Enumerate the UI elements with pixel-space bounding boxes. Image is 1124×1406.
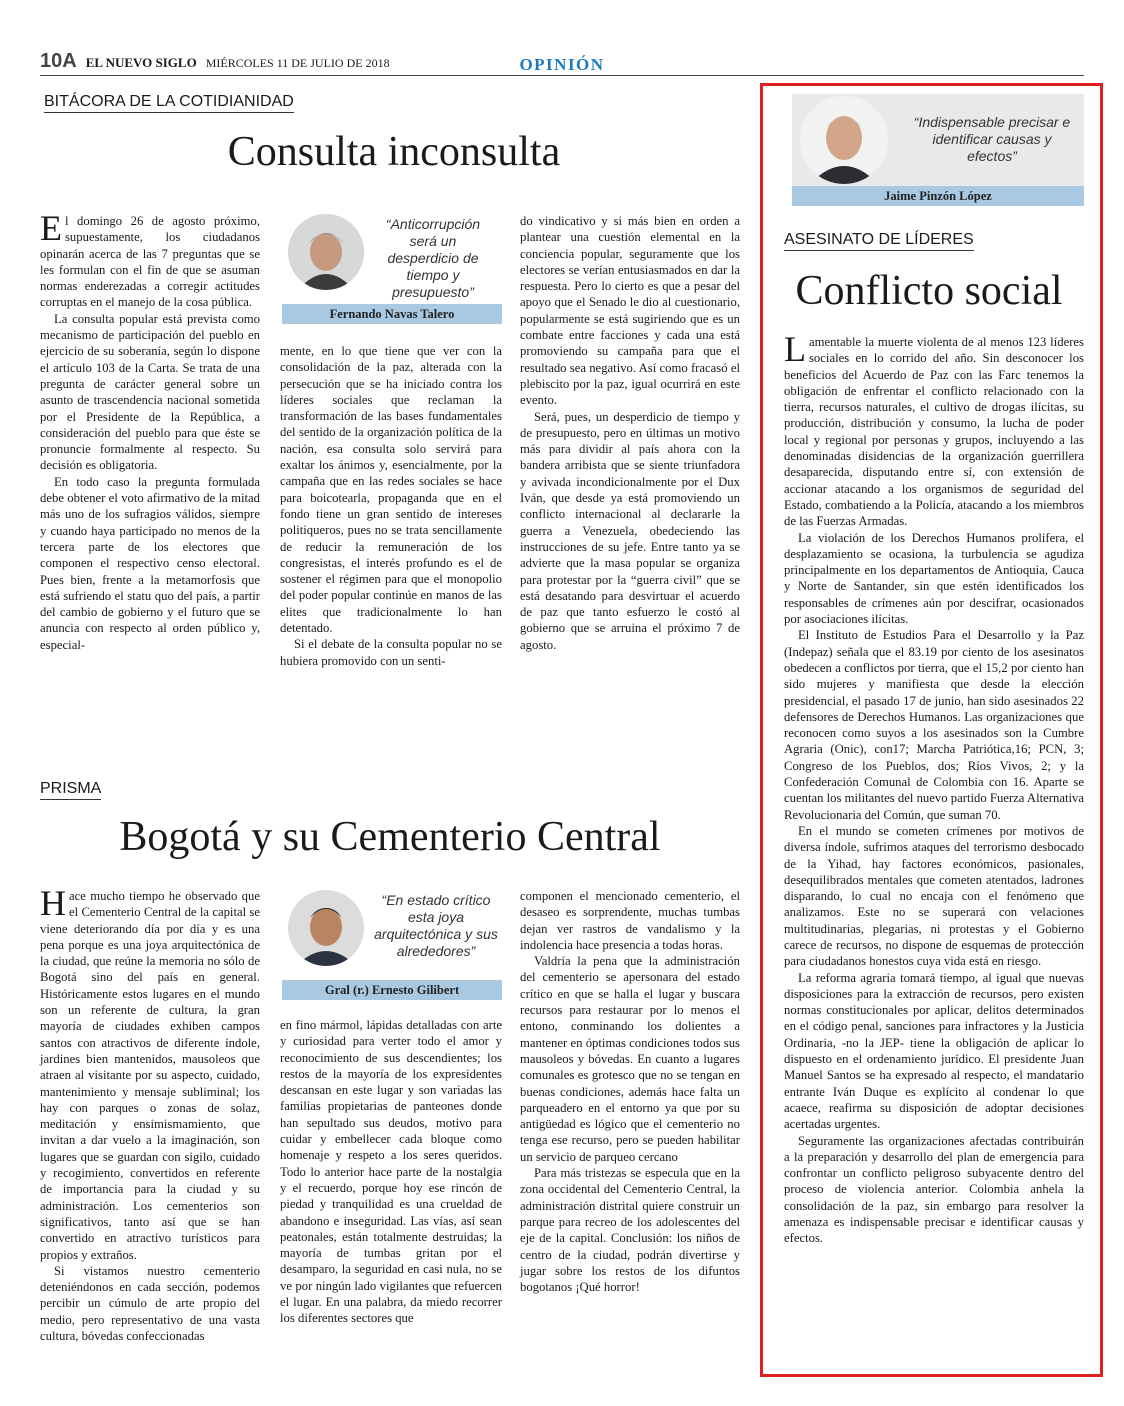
article2-kicker: PRISMA — [40, 780, 101, 800]
article2-paragraph: Para más tristezas se especula que en la zona occidental del Cementerio Central, la administración distrital quiere construir un parque para recreo de los adolescentes del eje de la capital. Conclusión: los niños de centro de la ciudad, podrán divertirse y jugar sobre los restos de los difuntos bogotanos ¡Qué horror! — [520, 1166, 740, 1295]
article2-paragraph: Si vistamos nuestro cementerio deteniéndonos en cada sección, podemos percibir un cúmulo de arte propio del medio, pero representativo de una vasta cultura, bóvedas confeccionadas — [40, 1263, 260, 1344]
author-photo-navas — [288, 214, 364, 290]
author-name-pinzon: Jaime Pinzón López — [792, 186, 1084, 206]
author-name-navas: Fernando Navas Talero — [282, 304, 502, 324]
article1-column-1 — [40, 208, 260, 653]
article1-paragraph: mente, en lo que tiene que ver con la consolidación de la paz, alterada con la persecución que se ha iniciado contra los líderes sociales que reclaman la transformación de las bases fundamentales del sentido de la organización política de la nación, esa consulta solo servirá para exaltar los ánimos y, esencialmente, por la campaña que en las redes sociales se hace para boicotearla, propaganda que en el fondo tiene un gran sentido de intereses politiqueros, pues no se trata sencillamente de reducir la remuneración de los congresistas, el interés profundo es el de sostener el régimen para que el monopolio del poder popular continúe en manos de las elites que tradicionalmente lo han detentado. — [280, 344, 502, 636]
article1-paragraph: El domingo 26 de agosto próximo, supuestamente, los ciudadanos opinarán acerca de las 7 preguntas que se les formulan con el fin de que se asuman normas enderezadas a corregir actitudes corruptas en el manejo de la cosa pública. — [40, 208, 260, 310]
pull-quote-navas: “Anticorrupción será un desperdicio de tiempo y presupuesto” — [385, 216, 481, 300]
article3-paragraph: La violación de los Derechos Humanos prolifera, el desplazamiento se ocasiona, la turbulencia se agudiza principalmente en los departamentos de Antioquia, Cauca y Norte de Santander, sin que estén identificados los responsables de crímenes aún por descifrar, ocasionados por asociaciones ilícitas. — [784, 530, 1084, 627]
article1-column-2 — [280, 343, 502, 669]
article3-body — [784, 329, 1084, 1247]
pull-quote-pinzon: “Indispensable precisar e identificar causas y efectos” — [913, 114, 1071, 164]
dropcap: H — [40, 883, 66, 923]
author-name-gilibert: Gral (r.) Ernesto Gilibert — [282, 980, 502, 1000]
article1-paragraph: Será, pues, un desperdicio de tiempo y de presupuesto, pero en últimas un motivo más para dividir al país ahora con la bandera arribista que se siente triunfadora y avivada incondicionalmente por el Dux Iván, que desde ya está promoviendo un conflicto internacional al declararle la guerra a Venezuela, obedeciendo las instrucciones de su jefe. Entre tanto ya se advierte que la masa popular se organiza para protestar por la “guerra civil” que se está desatando para desvirtuar el acuerdo de paz que tanto esfuerzo le costó al gobierno que se arruina el próximo 7 de agosto. — [520, 409, 740, 652]
article2-paragraph: Valdría la pena que la administración del cementerio se apersonara del estado crítico en que se halla el lugar y buscara recursos para restaurar por lo menos el entono, conminando los dolientes a mantener en óptimas condiciones todos sus mausoleos y bóvedas. En cuanto a lugares comunales es grotesco que no se tengan en buenas condiciones, además hace falta un parqueadero en el entorno ya que por su antigüedad es lógico que el cementerio no tenga ese recurso, pero se pueden habilitar un servicio de parqueo cercano — [520, 954, 740, 1164]
article1-kicker: BITÁCORA DE LA COTIDIANIDAD — [44, 93, 294, 113]
article2-paragraph: Hace mucho tiempo he observado que el Cementerio Central de la capital se viene deteriorando día por día y es una pena porque es una joya arquitectónica de la ciudad, que reúne la memoria no sólo de Bogotá sino del país en general. Históricamente estos lugares en el mundo son un referente de cultura, la gran mayoría de ciudades exhiben campos santos con atractivos de diferente índole, jardines bien mantenidos, mausoleos que atraen al visitante por su aspecto, cuidado, mantenimiento y mensaje subliminal; los hay con parques o zonas de solaz, meditación y ensimismamiento, que invitan a dar vuelo a la imaginación, son lugares que se guardan con sigilo, cuidado y recogimiento, convertidos en referente de importancia para la ciudad y su administración. Los cementerios son significativos, tanto así que se han convertido en atractivo turísticos para propios y extraños. — [40, 883, 260, 1262]
article1-column-3 — [520, 213, 740, 653]
article3-paragraph: Lamentable la muerte violenta de al menos 123 líderes sociales en lo corrido del año. Sin desconocer los beneficios del Acuerdo de Paz con las Farc tenemos la obligación de enfrentar el conflicto relacionado con la tierra, recursos naturales, el cultivo de drogas ilícitas, su producción, distribución y consumo, la lucha de poder local y regional por personas y grupos, incluyendo a las denominadas disidencias de la organización guerrillera desaparecida, disputando entre sí, con extensión de accionar atacando a los organismos de seguridad del Estado, combatiendo a la Policía, atacando a los miembros de las Fuerzas Armadas. — [784, 329, 1084, 529]
dropcap: E — [40, 208, 62, 248]
article2-column-2 — [280, 1017, 502, 1327]
article2-column-1 — [40, 883, 260, 1344]
article2-column-3 — [520, 888, 740, 1295]
article1-headline: Consulta inconsulta — [227, 129, 561, 175]
article3-paragraph: La reforma agraria tomará tiempo, al igual que nuevas disposiciones para la extracción de recursos, pero existen normas constitucionales por aplicar, delitos determinados en el código penal, sanciones para infractores y la Justicia Ordinaria, -no la JEP- tiene la obligación de aplicar lo dispuesto en el ordenamiento jurídico. El presidente Juan Manuel Santos se ha expresado al respecto, el mandatario entrante Iván Duque es explícito al condenar lo que acaece, reafirma su disposición de adoptar decisiones acertadas urgentes. — [784, 970, 1084, 1132]
author-photo-gilibert — [288, 890, 364, 966]
article3-headline: Conflicto social — [795, 268, 1063, 314]
dropcap: L — [784, 329, 806, 369]
article2-paragraph: componen el mencionado cementerio, el desaseo es sorprendente, muchas tumbas dejan ver rastros de vandalismo y la indolencia hace presencia a todas horas. — [520, 889, 740, 952]
article1-paragraph: En todo caso la pregunta formulada debe obtener el voto afirmativo de la mitad más uno de los sufragios válidos, siempre y cuando haya participado no menos de la tercera parte de los electores que componen el respectivo censo electoral. Pues bien, frente a la metamorfosis que está sufriendo el statu quo del país, a partir del cambio de gobierno y el futuro que se anuncia con respecto al orden público y, especial- — [40, 474, 260, 652]
header-divider — [40, 75, 1084, 76]
article3-paragraph: Seguramente las organizaciones afectadas contribuirán a la preparación y desarrollo del plan de emergencia para confrontar un conflicto peligroso subyacente dentro del proceso de violencia anterior. Colombia anhela la consolidación de la paz, sin embargo para resolver la amenaza es indispensable precisar e identificar causas y efectos. — [784, 1133, 1084, 1246]
article2-headline: Bogotá y su Cementerio Central — [119, 814, 661, 860]
article1-paragraph: La consulta popular está prevista como mecanismo de participación del pueblo en ejercicio de su soberanía, según lo dispone el artículo 103 de la Carta. Se trata de una pregunta de carácter general sobre un asunto de trascendencia nacional sometida por el Presidente de la República, a consideración del pueblo para que éste se pronuncie formalmente al respecto. Su decisión es obligatoria. — [40, 311, 260, 473]
article3-paragraph: El Instituto de Estudios Para el Desarrollo y la Paz (Indepaz) señala que el 83.19 por ciento de los asesinatos obedecen a conflictos por tierra, que el 15,2 por ciento han sido mujeres y manifiesta que desde la elección presidencial, el pasado 17 de junio, han sido asesinados 22 defensores de Derechos Humanos. Las organizaciones que reconocen como suyos a los asesinados son la Cumbre Agraria (Onic), con17; Marcha Patriótica,16; PCN, 3; Congreso de los Pueblos, dos; Ríos Vivos, 2; y la Confederación Comunal de Colombia con 16. Aparte se cuentan los militantes del nuevo partido Fuerza Alternativa Revolucionaria del Común, que suman 70. — [784, 628, 1084, 822]
page-number: 10A — [40, 50, 77, 72]
author-box-gilibert — [282, 884, 502, 1004]
newspaper-name: EL NUEVO SIGLO — [85, 55, 197, 70]
pull-quote-gilibert: “En estado crítico esta joya arquitectónica y sus alrededores” — [374, 892, 498, 959]
author-box-pinzon — [792, 94, 1084, 206]
issue-date: MIÉRCOLES 11 DE JULIO DE 2018 — [205, 56, 390, 70]
article1-paragraph: Si el debate de la consulta popular no se hubiera promovido con un senti- — [280, 637, 502, 668]
author-box-navas — [282, 208, 502, 328]
section-title: OPINIÓN — [519, 55, 605, 74]
article2-paragraph: en fino mármol, lápidas detalladas con arte y curiosidad para verter todo el amor y reconocimiento de sus descendientes; los restos de la mayoría de los expresidentes descansan en este lugar y son variadas las familias propietarias de panteones donde han sepultado sus deudos, motivo para cuidar y embellecer cada bloque como homenaje y respeto a los seres queridos. Todo lo anterior hace parte de la nostalgia y el recuerdo, porque hoy ese rincón de piedad y tranquilidad es una crueldad de abandono e inseguridad. Las vías, así sean peatonales, están totalmente destruidas; la mayoría de tumbas gritan por el desamparo, la seguridad en casi nula, no se ve por ningún lado vigilantes que refuercen el lugar. En una palabra, da miedo recorrer los diferentes sectores que — [280, 1018, 502, 1326]
article3-kicker: ASESINATO DE LÍDERES — [784, 231, 974, 251]
article1-paragraph: do vindicativo y si más bien en orden a plantear una cuestión elemental en la conciencia popular, seguramente que los electores se verían entusiasmados en dar la respuesta. Pero lo cierto es que a pesar del apoyo que el Senado le dio al cuestionario, popularmente se está sugiriendo que es un combate entre facciones y cada una está promoviendo su campaña para que el resultado sea negativo. Así como fracasó el plebiscito por la paz, igual ocurrirá en este evento. — [520, 214, 740, 408]
author-photo-pinzon — [800, 96, 888, 184]
article3-paragraph: En el mundo se cometen crímenes por motivos de diversa índole, sufrimos ataques del terrorismo desbocado de la Yihad, hay factores económicos, pasionales, desequilibrados mentales que cometen atentados, ladrones disparando, lo cual no encaja con el fenómeno que analizamos. Este no se superará con velaciones multitudinarias, plegarias, ni protestas y el Gobierno carece de recursos, no dispone de esquemas de protección para ciudadanos honestos cuya vida está en riesgo. — [784, 823, 1084, 969]
